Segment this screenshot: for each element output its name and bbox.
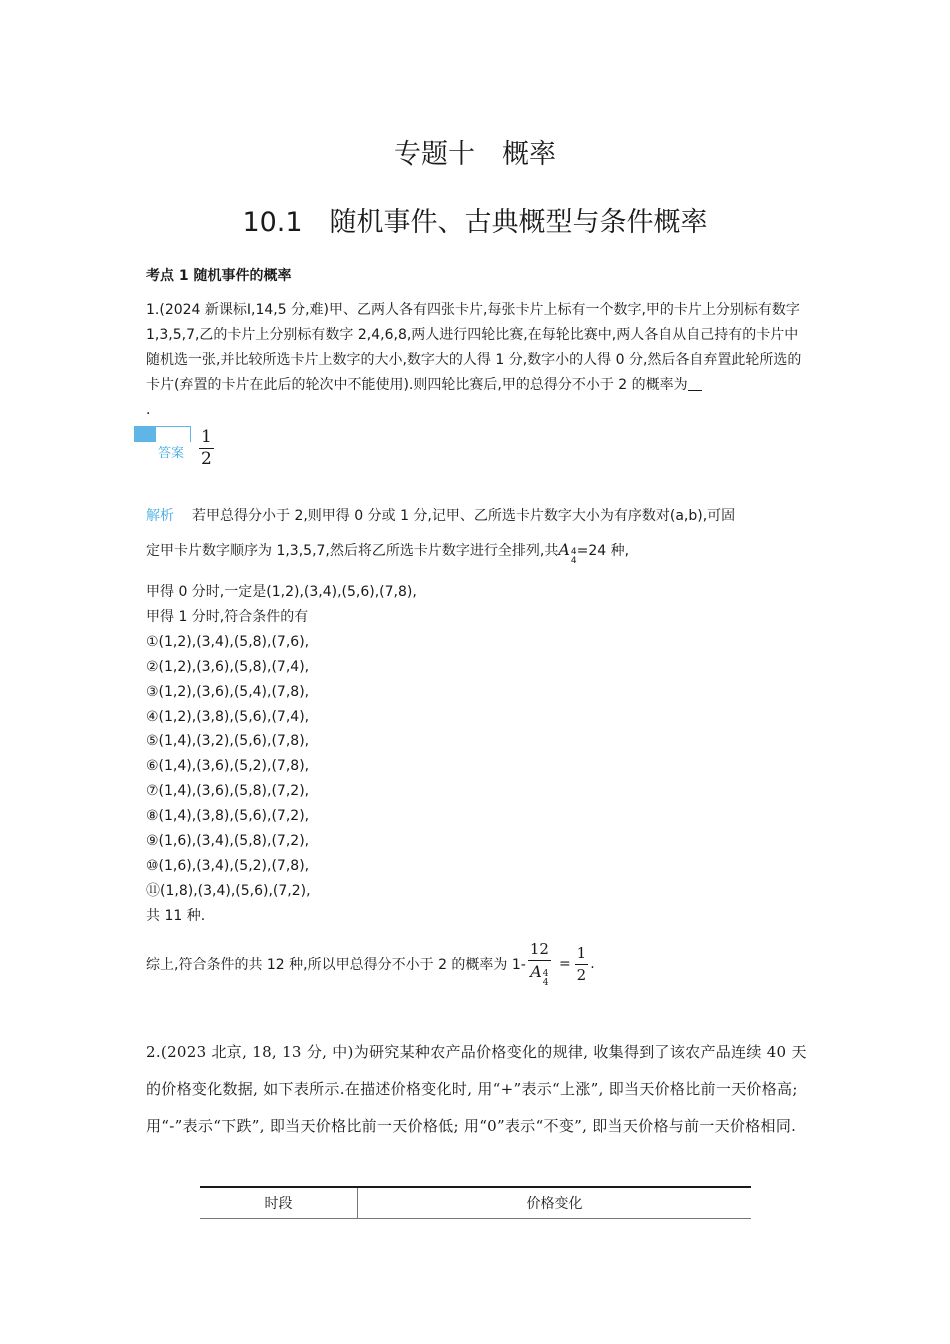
answer-denominator: 2: [201, 449, 212, 469]
list-item: ⑦(1,4),(3,6),(5,8),(7,2),: [146, 783, 310, 800]
list-item: ⑧(1,4),(3,8),(5,6),(7,2),: [146, 808, 310, 825]
list-item: ⑩(1,6),(3,4),(5,2),(7,8),: [146, 857, 310, 874]
list-item: ⑤(1,4),(3,2),(5,6),(7,8),: [146, 733, 310, 750]
chapter-title: 专题十 概率: [394, 139, 556, 170]
question-1-text: 甲、乙两人各有四张卡片,每张卡片上标有一个数字,甲的卡片上分别标有数字 1,3,5,7,乙的卡片上分别标有数字 2,4,6,8,两人进行四轮比赛,在每轮比赛中,两人各自从自己持有的卡片中随机选一张,并比较所选卡片上数字的大小,数字大的人得 1 分,数字小的人得 0 分,然后各自弃置此轮所选的卡片(弃置的卡片在此后的轮次中不能使用).则四轮比赛后,甲的总得分不小于 2 的概率为: [146, 302, 802, 393]
answer-tag: [134, 426, 192, 461]
list-item: ③(1,2),(3,6),(5,4),(7,8),: [146, 683, 310, 700]
table-header-period: 时段: [200, 1187, 358, 1219]
table-header-price-change: 价格变化: [358, 1187, 752, 1219]
result-fraction: [575, 944, 589, 985]
permutation-sub: 4: [570, 556, 577, 566]
question-1-source: 1.(2024 新课标Ⅰ,14,5 分,难): [146, 302, 330, 318]
analysis-line-2: [146, 540, 629, 566]
answer-fraction: [199, 428, 214, 469]
conclusion-denominator: [530, 961, 548, 988]
price-table: [200, 1186, 751, 1219]
result-numerator: 1: [575, 944, 589, 965]
result-denominator: 2: [576, 965, 587, 984]
section-title: 10.1 随机事件、古典概型与条件概率: [242, 207, 708, 238]
permutation-symbol: A: [558, 540, 570, 559]
list-item: ④(1,2),(3,8),(5,6),(7,4),: [146, 708, 310, 725]
analysis-text-2: 定甲卡片数字顺序为 1,3,5,7,然后将乙所选卡片数字进行全排列,共: [146, 543, 559, 559]
permutation-sup: 4: [570, 547, 577, 557]
permutation-indices: [543, 970, 549, 988]
analysis-label: 解析: [146, 508, 174, 524]
list-item: ⑥(1,4),(3,6),(5,2),(7,8),: [146, 758, 310, 775]
permutation-sub: 4: [542, 978, 549, 988]
question-2: 2.(2023 北京, 18, 13 分, 中)为研究某种农产品价格变化的规律, 收集得到了该农产品连续 40 天的价格变化数据, 如下表所示.在描述价格变化时, 用“+”表示“上涨”, 即当天价格比前一天价格高; 用“-”表示“下跌”, 即当天价格比前一天价格低; 用“0”表示“不变”, 即当天价格与前一天价格相同.: [146, 1043, 807, 1135]
list-item: ①(1,2),(3,4),(5,8),(7,6),: [146, 633, 310, 650]
analysis-list: [146, 580, 417, 929]
list-item: 共 11 种.: [146, 907, 206, 924]
topic-heading: 考点 1 随机事件的概率: [146, 268, 292, 284]
list-item: 甲得 0 分时,一定是(1,2),(3,4),(5,6),(7,8),: [146, 584, 417, 600]
list-item: ⑨(1,6),(3,4),(5,8),(7,2),: [146, 833, 310, 850]
conclusion-numerator: 12: [528, 940, 551, 961]
question-1-end: .: [146, 402, 151, 418]
list-item: ⑪(1,8),(3,4),(5,6),(7,2),: [146, 882, 311, 899]
conclusion-fraction: [528, 940, 551, 988]
conclusion-text: 综上,符合条件的共 12 种,所以甲总得分不小于 2 的概率为 1-: [146, 957, 526, 973]
conclusion-end: .: [590, 956, 595, 972]
answer-tag-line: [156, 426, 191, 442]
question-1: [146, 298, 806, 423]
equals-sign: =: [558, 956, 571, 972]
analysis-line-1: [146, 505, 816, 525]
list-item: ②(1,2),(3,6),(5,8),(7,4),: [146, 658, 310, 675]
answer-blank: [688, 376, 702, 391]
answer-numerator: 1: [201, 427, 212, 447]
analysis-text-2-suffix: =24 种,: [576, 543, 630, 559]
answer-tag-box: [134, 426, 156, 442]
permutation-symbol: A: [530, 962, 542, 981]
analysis-text-1: 若甲总得分小于 2,则甲得 0 分或 1 分,记甲、乙所选卡片数字大小为有序数对(a,b),可固: [192, 508, 736, 524]
permutation-sup: 4: [542, 969, 549, 979]
list-item: 甲得 1 分时,符合条件的有: [146, 608, 309, 625]
analysis-conclusion: [146, 940, 595, 988]
answer-label: 答案: [158, 446, 185, 461]
